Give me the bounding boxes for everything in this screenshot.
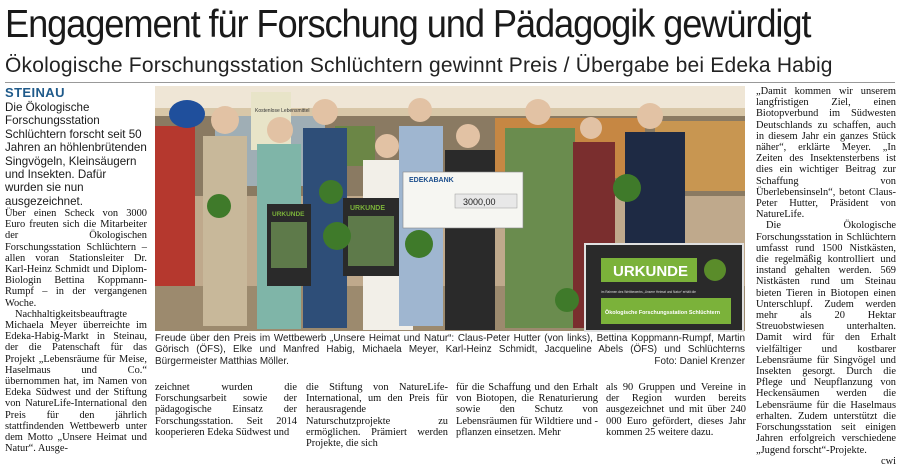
column-2	[155, 382, 297, 438]
cheque-bank: EDEKABANK	[409, 177, 454, 184]
column-right	[756, 86, 896, 467]
column-3	[306, 382, 448, 449]
photo-credit: Foto: Daniel Krenzer	[654, 355, 745, 367]
photo-caption	[155, 333, 745, 367]
certificate-sign-recipient: Ökologische Forschungsstation Schlüchtern	[605, 310, 721, 316]
body-paragraph: zeichnet wurden die Forschungsarbeit sowie der pädagogische Einsatz der Forschungsstation. Seit 2014 kooperieren Edeka Südwest und	[155, 382, 297, 438]
body-paragraph: als 90 Gruppen und Vereine in der Region wurden bereits ausgezeichnet und mit über 240 000 Euro gefördert, dieses Jahr kommen 25 weitere dazu.	[606, 382, 746, 438]
locator: STEINAU	[5, 85, 65, 100]
column-5	[606, 382, 746, 438]
body-paragraph: Die Ökologische Forschungsstation in Schlüchtern umfasst rund 1500 Nistkästen, die regelmäßig kontrolliert und instand gehalten werden. 569 Nistkästen rund um Steinau bieten Tieren in Biotopen einen Unterschlupf. Zudem werden mehr als 20 Hektar Streuobstwiesen unterhalten. Damit wird für den Erhalt vielfältiger und kostbarer Lebensräume für Singvögel und Insekten gesorgt. Durch die Pflege und Neupflanzung von Heckensäumen werden die Lebensräume für die Haselmaus erhalten. Zudem unterstützt die Forschungsstation seit einigen Jahren erfolgreich verschiedene „Jugend forscht“-Projekte.	[756, 220, 896, 456]
article-photo	[155, 86, 745, 331]
caption-text: Freude über den Preis im Wettbewerb „Unsere Heimat und Natur“: Claus-Peter Hutter (von links), Bettina Koppmann-Rumpf, Martin Görisch (ÖFS), Elke und Manfred Habig, Michaela Meyer, Karl-Heinz Schmidt, Jacqueline Abels (ÖFS) und Schlüchterns Bürgermeister Matthias Möller.	[155, 333, 745, 367]
column-1	[5, 208, 147, 454]
divider	[5, 82, 895, 83]
subheadline: Ökologische Forschungsstation Schlüchtern gewinnt Preis / Übergabe bei Edeka Habig	[5, 54, 833, 77]
certificate-sign-note: im Rahmen des Wettbewerbs „Unsere Heimat und Natur“ erhält die	[601, 290, 696, 294]
certificate-title: URKUNDE	[272, 211, 305, 218]
body-paragraph: für die Schaffung und den Erhalt von Biotopen, die Renaturierung sowie den Schutz von Lebensräumen für Wildtiere und -pflanzen einsetzen. Mehr	[456, 382, 598, 438]
body-paragraph: die Stiftung von NatureLife-International, um den Preis für herausragende Naturschutzprojekte zu ermöglichen. Prämiert werden Projekte, die sich	[306, 382, 448, 450]
lead-paragraph: Die Ökologische Forschungsstation Schlüchtern forscht seit 50 Jahren an höhlenbrütenden Singvögeln, Kleinsäugern und Insekten. Dafür wurden sie nun ausgezeichnet.	[5, 101, 147, 208]
column-4	[456, 382, 598, 438]
body-paragraph: Nachhaltigkeitsbeauftragte Michaela Meyer überreichte im Edeka-Habig-Markt in Steinau, der die Patenschaft für das Projekt „Lebensräume für Meise, Haselmaus und Co.“ übernommen hat, im Namen von Edeka Südwest und der Stiftung von NatureLife-International den Preis für den jährlich stattfindenden Wettbewerb unter dem Motto „Unsere Heimat und Natur“. Ausge-	[5, 308, 147, 455]
certificate-title: URKUNDE	[350, 205, 385, 212]
body-paragraph: „Damit kommen wir unserem langfristigen Ziel, einen Biotopverbund im Südwesten Deutschlands zu schaffen, auch in diesem Jahr ein ganzes Stück näher“, erklärte Meyer. „In Zeiten des Insektensterbens ist dies ein wichtiger Beitrag zur Schaffung von Überlebensinseln“, betont Claus-Peter Hutter, Präsident von NatureLife.	[756, 86, 896, 221]
certificate-sign-title: URKUNDE	[613, 263, 688, 280]
author-signature: cwi	[880, 455, 896, 467]
headline: Engagement für Forschung und Pädagogik gewürdigt	[5, 3, 811, 46]
store-sign: Kostenlose Lebensmittel	[255, 108, 310, 114]
body-paragraph: Über einen Scheck von 3000 Euro freuten sich die Mitarbeiter der Ökologischen Forschungsstation Schlüchtern – allen voran Stationsleiter Dr. Karl-Heinz Schmidt und Diplom-Biologin Bettina Koppmann-Rumpf – in der vergangenen Woche.	[5, 208, 147, 309]
cheque-amount: 3000,00	[463, 197, 496, 207]
